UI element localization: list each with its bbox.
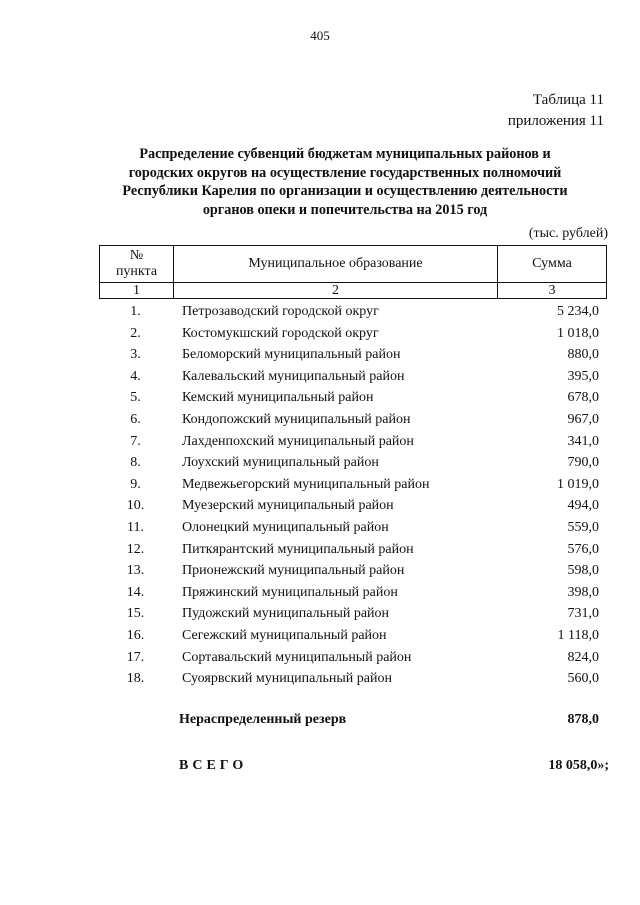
row-municipality: Сегежский муниципальный район (182, 627, 387, 643)
document-title (95, 145, 595, 219)
row-number: 1. (130, 304, 141, 319)
table-row (99, 431, 607, 453)
header-municipality: Муниципальное образование (174, 246, 498, 283)
page-number: 405 (310, 28, 330, 43)
row-municipality: Пряжинский муниципальный район (182, 584, 398, 600)
table-row (99, 603, 607, 625)
row-amount: 598,0 (567, 563, 599, 579)
reserve-amount: 878,0 (567, 712, 599, 727)
row-amount: 1 018,0 (557, 325, 599, 341)
row-number: 9. (130, 476, 141, 492)
row-municipality: Пудожский муниципальный район (182, 606, 390, 622)
row-municipality: Лахденпохский муниципальный район (182, 433, 414, 449)
table-row (99, 323, 607, 345)
table-row (99, 582, 607, 604)
row-municipality: Лоухский муниципальный район (182, 455, 379, 471)
row-municipality: Петрозаводский городской округ (182, 304, 379, 319)
row-number: 18. (126, 671, 145, 687)
row-amount: 967,0 (567, 411, 599, 427)
row-number: 17. (126, 649, 145, 665)
table-body (99, 301, 607, 690)
table-row (99, 539, 607, 561)
row-number: 12. (126, 541, 145, 557)
row-number: 15. (126, 606, 145, 622)
table-row (99, 560, 607, 582)
row-municipality: Муезерский муниципальный район (182, 498, 394, 514)
row-number: 5. (130, 390, 141, 406)
table-row (99, 647, 607, 669)
row-amount: 880,0 (567, 347, 599, 363)
row-number: 10. (126, 498, 145, 514)
row-amount: 731,0 (567, 606, 599, 622)
title-line: органов опеки и попечительства на 2015 год (202, 201, 488, 218)
row-amount: 395,0 (567, 368, 599, 384)
row-number: 6. (130, 411, 141, 427)
total-label: ВСЕГО (179, 758, 248, 773)
row-number: 8. (130, 455, 141, 471)
row-municipality: Костомукшский городской округ (182, 325, 379, 341)
row-number: 7. (130, 433, 141, 449)
units-label: (тыс. рублей) (528, 226, 608, 241)
table-row (99, 344, 607, 366)
table-row (99, 366, 607, 388)
row-municipality: Медвежьегорский муниципальный район (182, 476, 430, 492)
row-amount: 790,0 (567, 455, 599, 471)
column-number: 1 (100, 283, 174, 299)
table-header (99, 245, 607, 299)
row-amount: 494,0 (567, 498, 599, 514)
caption-table-label: Таблица 11 (532, 92, 604, 108)
row-municipality: Олонецкий муниципальный район (182, 519, 389, 535)
table-row (99, 625, 607, 647)
row-amount: 678,0 (567, 390, 599, 406)
row-amount: 1 118,0 (557, 627, 599, 643)
row-number: 13. (126, 563, 145, 579)
column-number: 2 (174, 283, 498, 299)
row-municipality: Суоярвский муниципальный район (182, 671, 392, 687)
row-amount: 1 019,0 (557, 476, 599, 492)
header-number-symbol: № (129, 248, 144, 263)
row-amount: 5 234,0 (557, 304, 599, 319)
row-amount: 341,0 (567, 433, 599, 449)
total-amount: 18 058,0»; (548, 758, 609, 773)
row-number: 14. (126, 584, 145, 600)
row-municipality: Кондопожский муниципальный район (182, 411, 411, 427)
table-row (99, 452, 607, 474)
row-municipality: Калевальский муниципальный район (182, 368, 405, 384)
header-amount: Сумма (498, 246, 607, 283)
table-row (99, 409, 607, 431)
title-line: Распределение субвенций бюджетам муниципальных районов и (139, 146, 551, 162)
header-number-word: пункта (115, 264, 158, 279)
row-number: 11. (127, 519, 144, 535)
title-line: городских округов на осуществление государственных полномочий (128, 164, 562, 181)
row-number: 2. (130, 325, 141, 341)
table-row (99, 517, 607, 539)
row-amount: 576,0 (567, 541, 599, 557)
reserve-label: Нераспределенный резерв (179, 712, 347, 727)
column-number: 3 (498, 283, 607, 299)
title-line: Республики Карелия по организации и осуществлению деятельности (122, 183, 568, 199)
row-municipality: Питкярантский муниципальный район (182, 541, 414, 557)
row-number: 4. (130, 368, 141, 384)
table-row (99, 474, 607, 496)
row-amount: 824,0 (567, 649, 599, 665)
row-municipality: Сортавальский муниципальный район (182, 649, 412, 665)
row-amount: 559,0 (567, 519, 599, 535)
row-amount: 560,0 (567, 671, 599, 687)
row-amount: 398,0 (567, 584, 599, 600)
table-row (99, 495, 607, 517)
caption-appendix-label: приложения 11 (507, 113, 604, 129)
row-municipality: Кемский муниципальный район (182, 390, 374, 406)
table-row (99, 668, 607, 690)
column-number-row (100, 283, 607, 299)
table-caption (508, 90, 604, 132)
row-number: 3. (130, 347, 141, 363)
table-row (99, 387, 607, 409)
row-number: 16. (126, 627, 145, 643)
row-municipality: Прионежский муниципальный район (182, 563, 405, 579)
table-row (99, 301, 607, 323)
header-row (100, 246, 607, 283)
header-number (100, 246, 174, 283)
row-municipality: Беломорский муниципальный район (182, 347, 401, 363)
